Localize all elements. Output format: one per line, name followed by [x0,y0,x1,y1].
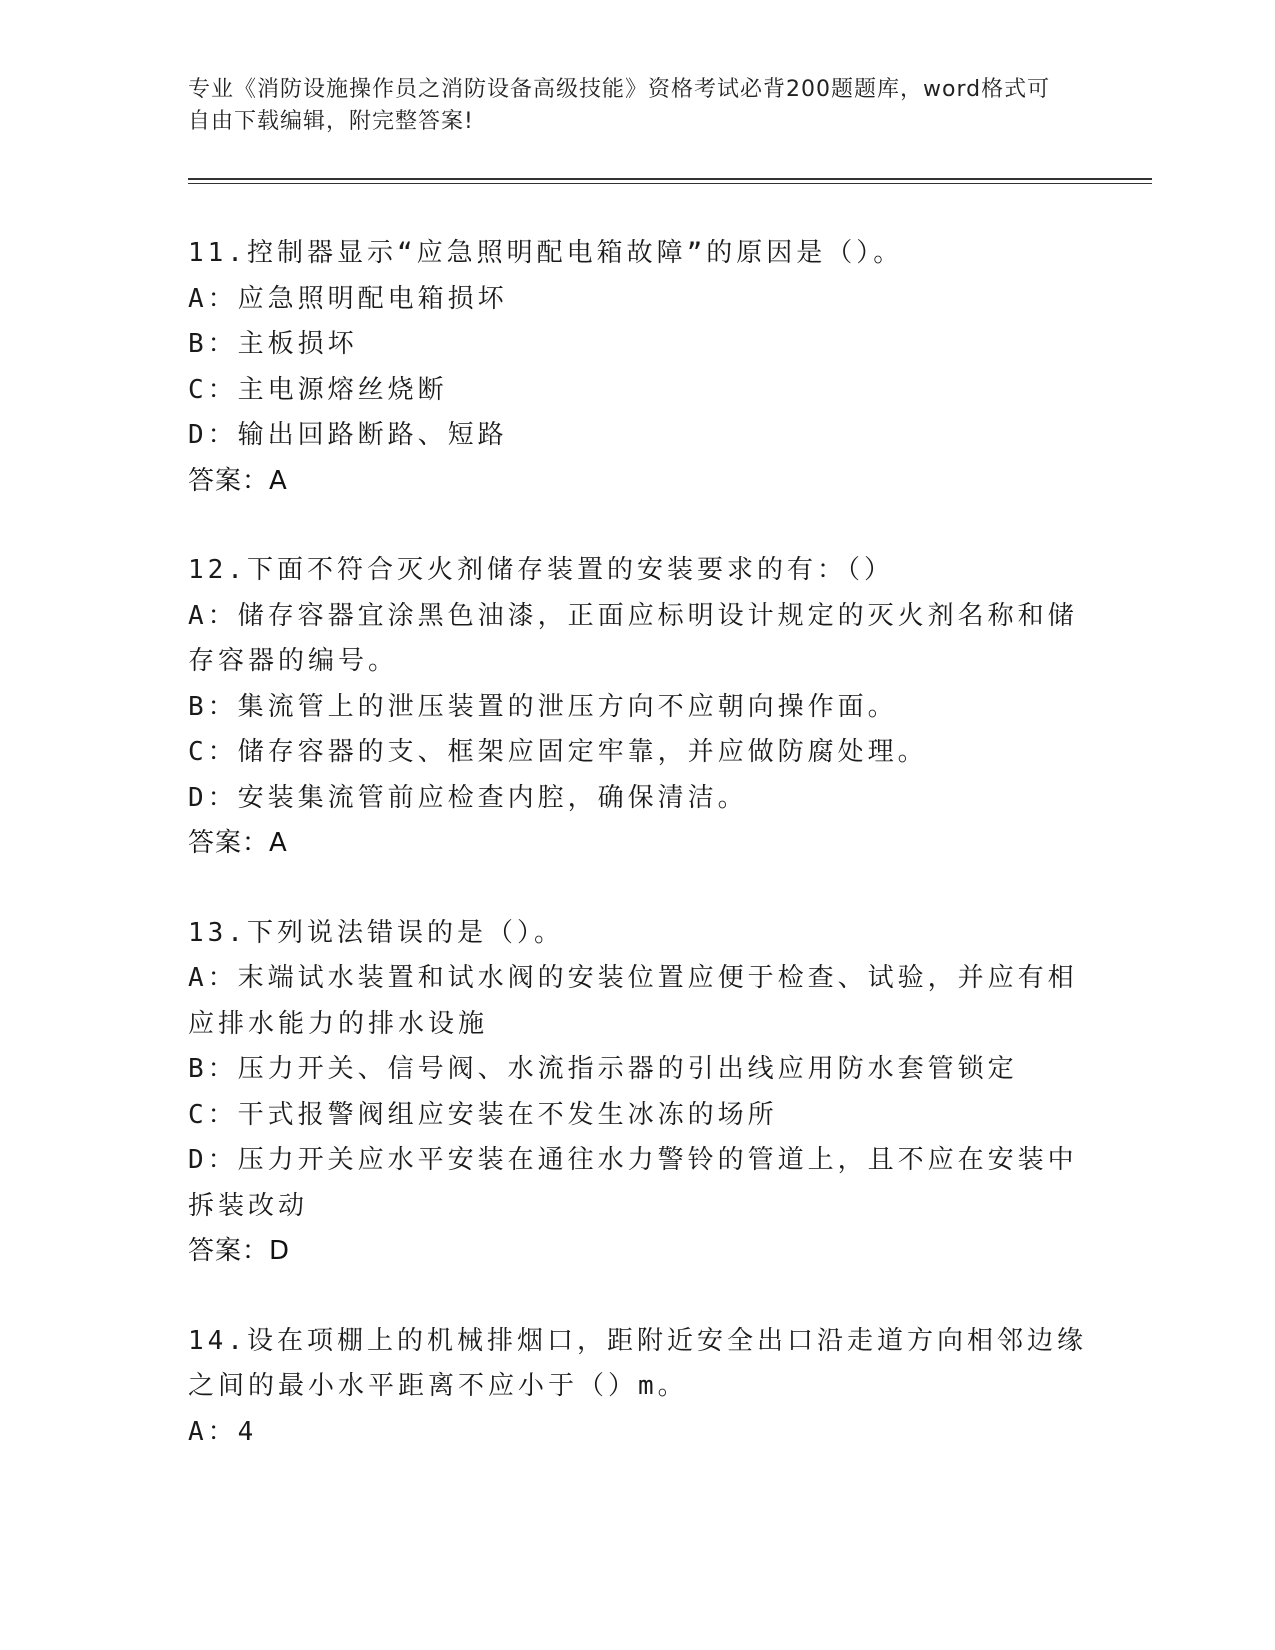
option-d: D：压力开关应水平安装在通往水力警铃的管道上，且不应在安装中拆装改动 [188,1145,1078,1221]
question-stem: 11.控制器显示“应急照明配电箱故障”的原因是（）。 [188,238,904,268]
option-a: A：4 [188,1416,258,1447]
option-d: D：输出回路断路、短路 [188,420,508,450]
option-a: A：储存容器宜涂黑色油漆，正面应标明设计规定的灭火剂名称和储存容器的编号。 [188,600,1078,676]
question-14 [188,1319,1088,1456]
header-divider-thin [188,183,1152,184]
question-stem: 13.下列说法错误的是（）。 [188,917,564,948]
document-header: 专业《消防设施操作员之消防设备高级技能》资格考试必背200题题库，word格式可自由下载编辑，附完整答案! [188,77,1051,134]
question-13 [188,911,1088,1275]
question-11 [188,231,1088,504]
option-a: A：末端试水装置和试水阀的安装位置应便于检查、试验，并应有相应排水能力的排水设施 [188,963,1078,1039]
option-a: A：应急照明配电箱损坏 [188,283,508,314]
option-c: C：主电源熔丝烧断 [188,374,448,405]
answer: 答案：A [188,828,288,858]
question-12 [188,548,1088,867]
option-b: B：集流管上的泄压装置的泄压方向不应朝向操作面。 [188,691,898,722]
option-b: B：压力开关、信号阀、水流指示器的引出线应用防水套管锁定 [188,1054,1018,1084]
question-stem: 14.设在项棚上的机械排烟口，距附近安全出口沿走道方向相邻边缘之间的最小水平距离不应小于（）m。 [188,1325,1087,1401]
question-list [188,231,1088,1499]
option-c: C：干式报警阀组应安装在不发生冰冻的场所 [188,1099,778,1130]
answer: 答案：D [188,1236,291,1266]
option-b: B：主板损坏 [188,329,358,359]
answer: 答案：A [188,465,288,496]
question-stem: 12.下面不符合灭火剂储存装置的安装要求的有：（） [188,555,894,585]
option-d: D：安装集流管前应检查内腔，确保清洁。 [188,782,748,813]
option-c: C：储存容器的支、框架应固定牢靠，并应做防腐处理。 [188,737,928,767]
header-divider-thick [188,178,1152,180]
